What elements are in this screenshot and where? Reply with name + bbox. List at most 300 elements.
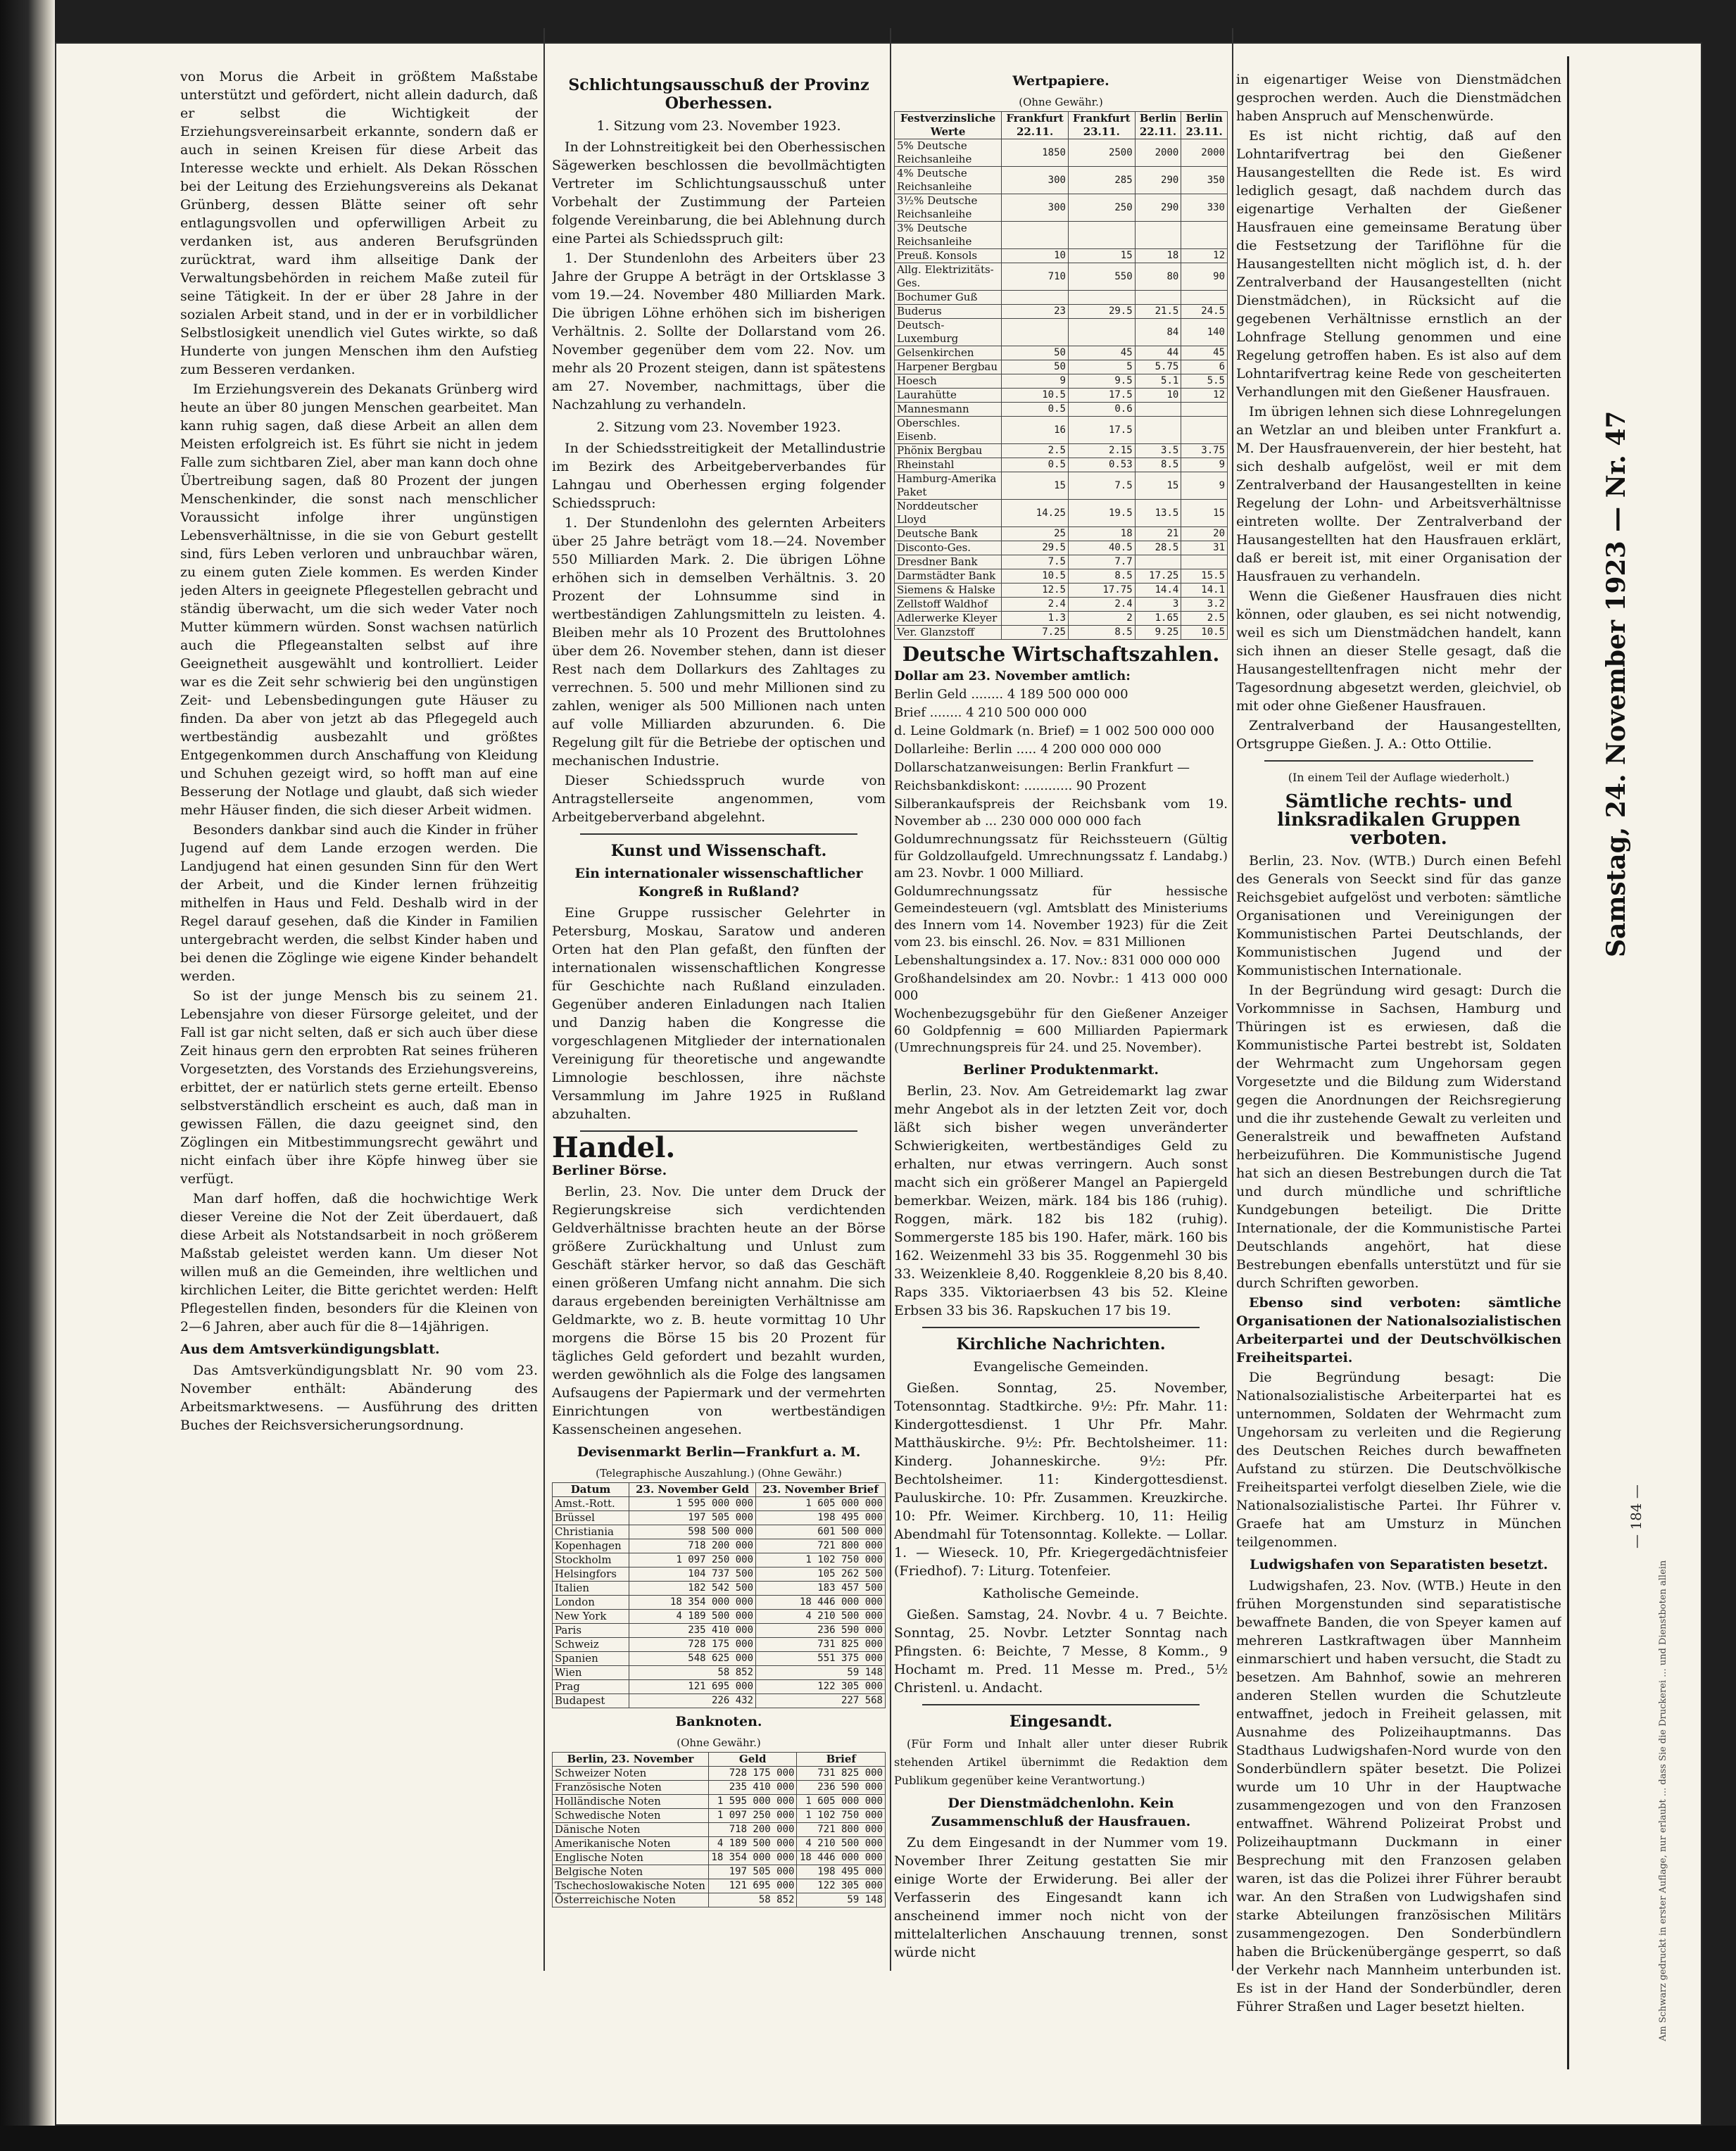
devisen-cell: 598 500 000 <box>629 1525 756 1539</box>
wertpapiere-cell <box>1002 291 1069 305</box>
wertpapiere-cell: 1850 <box>1002 139 1069 167</box>
devisen-cell: Stockholm <box>553 1553 629 1567</box>
devisen-cell: Prag <box>553 1680 629 1694</box>
wertpapiere-cell: 300 <box>1002 194 1069 222</box>
wertpapiere-cell: 710 <box>1002 263 1069 291</box>
data-line: Goldumrechnungssatz für Reichssteuern (Gültig für Goldzollaufgeld. Umrechnungssatz f. Landabg.) am 23. Novbr. 1 000 Milliard. <box>894 832 1228 881</box>
wertpapiere-cell: 9 <box>1181 472 1228 500</box>
devisen-row <box>553 1638 886 1652</box>
paragraph: Die Begründung besagt: Die Nationalsozialistische Arbeiterpartei hat es unternommen, Soldaten der Wehrmacht zum Ungehorsam zu verleiten und die Regierung des Deutschen Reiches durch bewaffneten Aufstand zu stürzen. Die Deutschvölkische Freiheitspartei verfolgt dieselben Ziele, wie die Nationalsozialistische Partei. Ihr Führer v. Graefe hat am Umsturz in München teilgenommen. <box>1236 1370 1561 1550</box>
devisen-cell: 58 852 <box>629 1666 756 1680</box>
wertpapiere-cell: 2000 <box>1135 139 1181 167</box>
devisen-row <box>553 1582 886 1596</box>
paragraph: Dieser Schiedsspruch wurde von Antragstellerseite angenommen, vom Arbeitgeberverband abgelehnt. <box>552 773 886 825</box>
devisen-cell: 227 568 <box>756 1694 886 1708</box>
wertpapiere-cell: 12 <box>1181 389 1228 403</box>
wertpapiere-cell: Deutsch-Luxemburg <box>895 319 1002 346</box>
wertpapiere-header-cell: Berlin 22.11. <box>1135 112 1181 139</box>
imprint-text: Am Schwarz gedruckt in erster Auflage, nur erlaubt ... dass Sie die Druckerei ... und Dienstboten allein <box>1658 1560 1668 2041</box>
wertpapiere-header-cell: Frankfurt 22.11. <box>1002 112 1069 139</box>
wertpapiere-cell: 2.5 <box>1181 612 1228 626</box>
wertpapiere-cell <box>1181 222 1228 249</box>
wertpapiere-cell: 5% Deutsche Reichsanleihe <box>895 139 1002 167</box>
devisen-cell: 183 457 500 <box>756 1582 886 1596</box>
imprint-vertical <box>1658 1560 1736 2052</box>
devisen-cell: Spanien <box>553 1652 629 1666</box>
banknoten-cell: 59 148 <box>797 1893 886 1907</box>
paragraph: 1. Der Stundenlohn des Arbeiters über 23 Jahre der Gruppe A beträgt in der Ortsklasse 3 vom 19.—24. November 480 Milliarden Mark. Die übrigen Löhne erhöhen sich im bisherigen Verhältnis. 2. Sollte der Dollarstand vom 26. November gegenüber dem vom 22. Nov. um mehr als 20 Prozent steigen, dann ist spätestens am 27. November, nachmittags, über die Nachzahlung zu verhandeln. <box>552 251 886 412</box>
paragraph: Gießen. Sonntag, 25. November, Totensonntag. Stadtkirche. 9½: Pfr. Mahr. 11: Kindergottesdienst. 1 Uhr Pfr. Mahr. Matthäuskirche. 9½: Pfr. Bechtolsheimer. 11: Kinderg. Johanneskirche. 9½: Pfr. Bechtolsheimer. 11: Kindergottesdienst. Pauluskirche. 10: Pfr. Zusammen. Kreuzkirche. 10: Pfr. Weimer. Kirchberg. 10, 11: Heilig Abendmahl für Totensonntag. Kollekte. — Lollar. 1. — Wieseck. 10, Pfr. Kriegergedächtnisfeier (Friedhof). 7: Liturg. Totenfeier. <box>894 1380 1228 1579</box>
devisen-cell: Amst.-Rott. <box>553 1497 629 1511</box>
devisen-row <box>553 1652 886 1666</box>
wertpapiere-cell: Hoesch <box>895 374 1002 389</box>
banknoten-row <box>553 1823 886 1837</box>
wertpapiere-row <box>895 612 1228 626</box>
banknoten-cell: 198 495 000 <box>797 1865 886 1879</box>
wertpapiere-row <box>895 598 1228 612</box>
wertpapiere-cell: Norddeutscher Lloyd <box>895 500 1002 527</box>
wertpapiere-cell: 50 <box>1002 360 1069 374</box>
heading-amtsblatt: Aus dem Amtsverkündigungsblatt. <box>180 1342 440 1357</box>
wertpapiere-cell <box>1068 319 1135 346</box>
wertpapiere-cell: 9 <box>1002 374 1069 389</box>
wertpapiere-cell: 13.5 <box>1135 500 1181 527</box>
column-rule <box>890 28 891 1971</box>
subheading-produkten: Berliner Produktenmarkt. <box>962 1062 1159 1078</box>
heading-handel: Handel. <box>552 1131 676 1164</box>
wertpapiere-cell: 21 <box>1135 527 1181 541</box>
wertpapiere-cell: 290 <box>1135 167 1181 194</box>
wertpapiere-cell: 20 <box>1181 527 1228 541</box>
wertpapiere-cell: Oberschles. Eisenb. <box>895 417 1002 444</box>
paragraph: von Morus die Arbeit in größtem Maßstabe unterstützt und gefördert, nicht allein dadurch, daß er selbst die Wichtigkeit der Erziehungsvereinsarbeit erkannte, sondern daß er auch in seinen Kreisen für diese Arbeit das Interesse weckte und erhielt. Als Dekan Rösschen bei der Leitung des Erziehungsvereins als Dekanat Grünberg, dessen Blätte seiner oft sehr entlagungsvollen und opferwilligen Arbeit zu verdanken ist, aus anderen Berufsgründen zurücktrat, ward ihm allseitige Dank der Verwaltungsbehörden in reichem Maße zuteil für seine Tätigkeit. In der er über 28 Jahre in der sozialen Arbeit stand, und in der er in vorbildlicher Selbstlosigkeit unendlich viel Gutes wirkte, so daß Hunderte von jungen Menschen ihm den Aufstieg zum Besseren verdanken. <box>180 69 538 377</box>
wertpapiere-row <box>895 291 1228 305</box>
wertpapiere-cell: 23 <box>1002 305 1069 319</box>
banknoten-cell: Dänische Noten <box>553 1823 709 1837</box>
wertpapiere-cell: Rheinstahl <box>895 458 1002 472</box>
wertpapiere-cell: 8.5 <box>1135 458 1181 472</box>
banknoten-cell: Belgische Noten <box>553 1865 709 1879</box>
wertpapiere-cell: 140 <box>1181 319 1228 346</box>
wertpapiere-cell: 4% Deutsche Reichsanleihe <box>895 167 1002 194</box>
banknoten-row <box>553 1879 886 1893</box>
devisen-row <box>553 1553 886 1567</box>
devisen-cell: Christiania <box>553 1525 629 1539</box>
wertpapiere-cell: 25 <box>1002 527 1069 541</box>
banknoten-header-cell: Brief <box>797 1753 886 1767</box>
subheading: 1. Sitzung vom 23. November 1923. <box>596 118 841 134</box>
devisen-cell: 4 189 500 000 <box>629 1610 756 1624</box>
devisen-row <box>553 1680 886 1694</box>
paragraph: Eine Gruppe russischer Gelehrter in Petersburg, Moskau, Saratow und anderen Orten hat den Plan gefaßt, den fünften der internationalen wissenschaftlichen Kongresse für Geschichte nach Rußland einzuladen. Gegenüber anderen Einladungen nach Italien und Danzig haben die Kongresse die vorgeschlagenen Mitglieder der internationalen Vereinigung für theoretische und angewandte Limnologie beschlossen, ihre nächste Versammlung im Jahre 1925 in Rußland abzuhalten. <box>552 905 886 1122</box>
heading-schlichtung: Schlichtungsausschuß der Provinz Oberhessen. <box>568 76 869 113</box>
banknoten-cell: 235 410 000 <box>708 1781 797 1795</box>
wertpapiere-cell: 0.53 <box>1068 458 1135 472</box>
wertpapiere-cell: 50 <box>1002 346 1069 360</box>
banknoten-cell: 1 102 750 000 <box>797 1809 886 1823</box>
heading-wirtschaftszahlen: Deutsche Wirtschaftszahlen. <box>902 643 1220 666</box>
banknoten-cell: 721 800 000 <box>797 1823 886 1837</box>
wertpapiere-row <box>895 263 1228 291</box>
paragraph: Im Erziehungsverein des Dekanats Grünberg wird heute an über 80 jungen Menschen gearbeitet. Man kann ruhig sagen, daß diese Arbeit an allen dem Meisten erfolgreich ist. Es führt sie nicht in jedem Falle zum sichtbaren Ziel, aber man kann doch ohne Übertreibung sagen, daß 80 Prozent der jungen Menschenkinder, die sonst nach menschlicher Voraussicht infolge ihrer ungünstigen Lebensverhältnisse, in die sie von Geburt gestellt sind, fürs Leben verloren und unbrauchbar wären, zu einem guten Ziele kommen. Es werden Kinder jeden Alters in geeignete Pflegestellen gebracht und ständig überwacht, um die sich weder Vater noch Mutter kümmern würden. Sonst wachsen natürlich auch die Pflegeanstalten selbst auf ihre Geeignetheit ausgewählt und kontrolliert. Leider war es die Zeit sehr schwierig bei den ungünstigen Zeit- und Lebensbedingungen gute Häuser zu finden. Da aber von jetzt ab das Pflegegeld auch wertbeständig ausbezahlt und größtes Entgegenkommen durch Anschaffung von Kleidung und Schuhen gezeigt wird, so hofft man auf eine Besserung der Notlage und glaubt, daß sich wieder mehr Häuser finden, die sich dieser Arbeit widmen. <box>180 381 538 818</box>
wertpapiere-cell <box>1181 417 1228 444</box>
devisen-cell: Paris <box>553 1624 629 1638</box>
devisen-cell: 226 432 <box>629 1694 756 1708</box>
wertpapiere-cell: 29.5 <box>1068 305 1135 319</box>
wertpapiere-cell <box>1181 555 1228 569</box>
column-1 <box>180 68 538 2081</box>
wertpapiere-cell: Bochumer Guß <box>895 291 1002 305</box>
devisen-cell: 18 446 000 000 <box>756 1596 886 1610</box>
devisen-cell: Helsingfors <box>553 1567 629 1582</box>
wertpapiere-cell: 2500 <box>1068 139 1135 167</box>
wertpapiere-cell <box>1135 291 1181 305</box>
banknoten-cell: 1 097 250 000 <box>708 1809 797 1823</box>
devisen-cell: Kopenhagen <box>553 1539 629 1553</box>
wertpapiere-cell: 10.5 <box>1181 626 1228 640</box>
devisen-cell: Brüssel <box>553 1511 629 1525</box>
wertpapiere-cell: 2 <box>1068 612 1135 626</box>
banknoten-subtitle: (Ohne Gewähr.) <box>677 1736 761 1749</box>
paragraph: So ist der junge Mensch bis zu seinem 21. Lebensjahre von dieser Fürsorge geleitet, und der Fall ist gar nicht selten, daß er sich auch über diese Zeit hinaus gern den erprobten Rat seines früheren Vorgesetzten, des Vorstands des Erziehungsvereins, erbittet, der er natürlich stets gerne erteilt. Ebenso selbstverständlich erscheint es auch, daß man in gewissen Fällen, die dazu geeignet sind, den Zöglingen ein Mitbestimmungsrecht gewährt und nicht einfach über ihre Köpfe hinweg über sie verfügt. <box>180 988 538 1187</box>
wertpapiere-cell: 15 <box>1181 500 1228 527</box>
banknoten-cell: 58 852 <box>708 1893 797 1907</box>
wertpapiere-cell: Darmstädter Bank <box>895 569 1002 584</box>
wertpapiere-row <box>895 555 1228 569</box>
paragraph: Zu dem Eingesandt in der Nummer vom 19. November Ihrer Zeitung gestatten Sie mir einige Worte der Erwiderung. Bei aller der Verfasserin des Eingesandt kann ich anscheinend immer noch nicht von der mittelalterlichen Anschauung trennen, sonst würde nicht <box>894 1835 1228 1960</box>
wertpapiere-cell <box>1068 291 1135 305</box>
data-line: Großhandelsindex am 20. Novbr.: 1 413 000 000 000 <box>894 971 1228 1003</box>
banknoten-cell: 122 305 000 <box>797 1879 886 1893</box>
wertpapiere-cell <box>1181 291 1228 305</box>
devisen-cell: 728 175 000 <box>629 1638 756 1652</box>
devisen-row <box>553 1624 886 1638</box>
divider <box>922 1704 1200 1705</box>
wertpapiere-cell: 9 <box>1181 458 1228 472</box>
devisen-row <box>553 1610 886 1624</box>
devisen-cell: 235 410 000 <box>629 1624 756 1638</box>
wertpapiere-cell: 90 <box>1181 263 1228 291</box>
wertpapiere-cell: Harpener Bergbau <box>895 360 1002 374</box>
subheading: Ein internationaler wissenschaftlicher Kongreß in Rußland? <box>574 866 863 900</box>
banknoten-cell: 4 210 500 000 <box>797 1837 886 1851</box>
column-rule <box>543 28 545 1971</box>
banknoten-cell: 728 175 000 <box>708 1767 797 1781</box>
subheading-devisen: Devisenmarkt Berlin—Frankfurt a. M. <box>577 1444 861 1460</box>
wertpapiere-cell: 9.5 <box>1068 374 1135 389</box>
wertpapiere-row <box>895 360 1228 374</box>
banknoten-cell: Schwedische Noten <box>553 1809 709 1823</box>
devisen-cell: 1 097 250 000 <box>629 1553 756 1567</box>
wertpapiere-row <box>895 167 1228 194</box>
wertpapiere-row <box>895 194 1228 222</box>
data-line: Dollarschatzanweisungen: Berlin Frankfurt — <box>894 760 1190 775</box>
wertpapiere-row <box>895 626 1228 640</box>
devisen-cell: Schweiz <box>553 1638 629 1652</box>
banknoten-cell: 731 825 000 <box>797 1767 886 1781</box>
wertpapiere-row <box>895 389 1228 403</box>
wertpapiere-cell: Adlerwerke Kleyer <box>895 612 1002 626</box>
banknoten-cell: 121 695 000 <box>708 1879 797 1893</box>
wertpapiere-cell <box>1181 403 1228 417</box>
wertpapiere-row <box>895 444 1228 458</box>
wertpapiere-cell: 17.25 <box>1135 569 1181 584</box>
banknoten-row <box>553 1893 886 1907</box>
wertpapiere-cell: 19.5 <box>1068 500 1135 527</box>
devisen-cell: 121 695 000 <box>629 1680 756 1694</box>
wertpapiere-cell: 2.4 <box>1002 598 1069 612</box>
devisen-table <box>552 1482 886 1708</box>
paragraph: in eigenartiger Weise von Dienstmädchen gesprochen werden. Auch die Dienstmädchen haben Anspruch auf Menschenwürde. <box>1236 72 1561 124</box>
paragraph: Im übrigen lehnen sich diese Lohnregelungen an Wetzlar an und bleiben unter Frankfurt a. M. Der Hausfrauenverein, der hier besteht, hat sich deshalb aufgelöst, weil er mit dem Zentralverband der Hausangestellten in keine Regelung der Lohn- und Arbeitsverhältnisse eintreten wollte. Der Zentralverband der Hausangestellten hat den Hausfrauen erklärt, daß er bereit ist, mit einer Organisation der Hausfrauen zu verhandeln. <box>1236 404 1561 584</box>
paragraph: Wenn die Gießener Hausfrauen dies nicht können, oder glauben, es sei nicht notwendig, weil es sich um Dienstmädchen handelt, kann sich ihnen an dieser Stelle gesagt, daß die Hausangestelltenfragen nicht mehr der Tagesordnung abgesetzt werden, gleichviel, ob mit oder ohne Gießener Hausfrauen. <box>1236 588 1561 714</box>
wertpapiere-cell: 3.2 <box>1181 598 1228 612</box>
wertpapiere-cell: 24.5 <box>1181 305 1228 319</box>
wertpapiere-cell: 10 <box>1002 249 1069 263</box>
wertpapiere-header-cell: Festverzinsliche Werte <box>895 112 1002 139</box>
wertpapiere-cell <box>1068 222 1135 249</box>
wertpapiere-cell: 16 <box>1002 417 1069 444</box>
wertpapiere-cell <box>1002 222 1069 249</box>
wertpapiere-cell: 10.5 <box>1002 389 1069 403</box>
data-line: Lebenshaltungsindex a. 17. Nov.: 831 000 000 000 <box>894 953 1221 968</box>
paragraph: In der Lohnstreitigkeit bei den Oberhessischen Sägewerken beschlossen die bevollmächtigten Vertreter im Schlichtungsausschuß unter Vorbehalt der Zustimmung der Parteien folgende Vereinbarung, die bei Ablehnung durch eine Partei als Schiedsspruch gilt: <box>552 139 886 246</box>
devisen-cell: 1 102 750 000 <box>756 1553 886 1567</box>
paragraph: Das Amtsverkündigungsblatt Nr. 90 vom 23. November enthält: Abänderung des Arbeitsmarktwesens. — Ausführung des dritten Buches der Reichsversicherungsordnung. <box>180 1363 538 1433</box>
wertpapiere-row <box>895 584 1228 598</box>
devisen-subtitle: (Telegraphische Auszahlung.) (Ohne Gewähr.) <box>596 1467 842 1480</box>
devisen-cell: 731 825 000 <box>756 1638 886 1652</box>
wertpapiere-cell: 8.5 <box>1068 626 1135 640</box>
column-3 <box>894 68 1228 2081</box>
wertpapiere-cell: 3 <box>1135 598 1181 612</box>
devisen-cell: New York <box>553 1610 629 1624</box>
masthead-date-vertical <box>1587 84 1630 1774</box>
heading-ludwigshafen: Ludwigshafen von Separatisten besetzt. <box>1250 1557 1548 1572</box>
wertpapiere-cell: 1.3 <box>1002 612 1069 626</box>
paragraph: Es ist nicht richtig, daß auf den Lohntarifvertrag bei den Gießener Hausangestellten die Rede ist. Es wird lediglich gesagt, daß nachdem durch das eigenartige Verhalten der Gießener Hausfrauen eine gemeinsame Beratung über die Festsetzung der Tariflöhne für die Hausangestellten nicht möglich ist, d. h. der Zentralverband der Hausangestellten (nicht Dienstmädchen), in Rücksicht auf die gegebenen Verhältnisse ernstlich an der Lohnfrage Stellung genommen und eine Regelung getroffen haben. Es ist also auf dem Lohntarifvertrag keine Rede von gescheiterten Verhandlungen mit den Gießener Hausfrauen. <box>1236 128 1561 400</box>
banknoten-row <box>553 1865 886 1879</box>
wertpapiere-cell: 8.5 <box>1068 569 1135 584</box>
banknoten-header-cell: Berlin, 23. November <box>553 1753 709 1767</box>
wertpapiere-cell: 3% Deutsche Reichsanleihe <box>895 222 1002 249</box>
wertpapiere-row <box>895 403 1228 417</box>
devisen-cell: 1 595 000 000 <box>629 1497 756 1511</box>
wertpapiere-cell: 6 <box>1181 360 1228 374</box>
banknoten-cell: 4 189 500 000 <box>708 1837 797 1851</box>
wertpapiere-cell: 15 <box>1002 472 1069 500</box>
wertpapiere-cell: 7.7 <box>1068 555 1135 569</box>
devisen-cell: London <box>553 1596 629 1610</box>
devisen-row <box>553 1539 886 1553</box>
column-rule <box>1232 28 1233 1971</box>
wertpapiere-cell: 44 <box>1135 346 1181 360</box>
heading-wertpapiere: Wertpapiere. <box>1012 73 1109 89</box>
banknoten-cell: 1 595 000 000 <box>708 1795 797 1809</box>
wertpapiere-cell: 2000 <box>1181 139 1228 167</box>
devisen-cell: 59 148 <box>756 1666 886 1680</box>
wertpapiere-cell: Zellstoff Waldhof <box>895 598 1002 612</box>
wertpapiere-cell: Mannesmann <box>895 403 1002 417</box>
devisen-cell: Budapest <box>553 1694 629 1708</box>
devisen-cell: Wien <box>553 1666 629 1680</box>
wertpapiere-cell: 17.5 <box>1068 417 1135 444</box>
binding-edge <box>0 0 55 2151</box>
devisen-cell: Italien <box>553 1582 629 1596</box>
wertpapiere-cell: Siemens & Halske <box>895 584 1002 598</box>
wertpapiere-cell <box>1135 222 1181 249</box>
banknoten-cell: 18 354 000 000 <box>708 1851 797 1865</box>
wirtschaftszahlen-block <box>894 668 1228 1056</box>
divider <box>1264 760 1533 762</box>
data-line: Wochenbezugsgebühr für den Gießener Anzeiger 60 Goldpfennig = 600 Milliarden Papiermark (Umrechnungspreis für 24. und 25. November). <box>894 1007 1228 1055</box>
bottom-edge <box>0 2126 1736 2151</box>
wertpapiere-row <box>895 458 1228 472</box>
wertpapiere-cell: 12.5 <box>1002 584 1069 598</box>
devisen-cell: 122 305 000 <box>756 1680 886 1694</box>
margin-rule <box>1567 56 1569 2069</box>
devisen-cell: 601 500 000 <box>756 1525 886 1539</box>
data-line: Goldumrechnungssatz für hessische Gemeindesteuern (vgl. Amtsblatt des Ministeriums des Innern vom 14. November 1923) für die Zeit vom 23. bis einschl. 26. Nov. = 831 Millionen <box>894 884 1228 950</box>
wertpapiere-row <box>895 346 1228 360</box>
wertpapiere-cell: 10.5 <box>1002 569 1069 584</box>
paragraph: In der Begründung wird gesagt: Durch die Vorkommnisse in Sachsen, Hamburg und Thüringen ist es erwiesen, daß die Kommunistische Partei bestrebt ist, Soldaten der Wehrmacht zum Ungehorsam gegen Vorgesetzte und die Bildung zum Widerstand gegen die Anordnungen der Reichsregierung und die ihr zustehende Gewalt zu verleiten und Generalstreik und bewaffneten Aufstand herbeizuführen. Die Kommunistische Jugend hat sich an diesen Bestrebungen durch die Tat und durch mündliche und schriftliche Kundgebungen beteiligt. Die Dritte Internationale, der die Kommunistische Partei Deutschlands angehört, hat diese Bestrebungen ebenfalls unterstützt und für sie durch Schriften geworben. <box>1236 983 1561 1291</box>
banknoten-cell: 1 605 000 000 <box>797 1795 886 1809</box>
wertpapiere-cell: 285 <box>1068 167 1135 194</box>
devisen-cell: 18 354 000 000 <box>629 1596 756 1610</box>
wertpapiere-cell: 3.5 <box>1135 444 1181 458</box>
heading-verboten: Sämtliche rechts- und linksradikalen Gruppen verboten. <box>1277 791 1521 849</box>
banknoten-cell: Tschechoslowakische Noten <box>553 1879 709 1893</box>
wertpapiere-cell <box>1002 319 1069 346</box>
wertpapiere-cell <box>1135 555 1181 569</box>
wertpapiere-cell: 0.5 <box>1002 458 1069 472</box>
wertpapiere-row <box>895 500 1228 527</box>
wertpapiere-table <box>894 111 1228 640</box>
wertpapiere-row <box>895 319 1228 346</box>
wertpapiere-cell: Hamburg-Amerika Paket <box>895 472 1002 500</box>
devisen-row <box>553 1497 886 1511</box>
wertpapiere-cell: 14.1 <box>1181 584 1228 598</box>
wertpapiere-cell: 3½% Deutsche Reichsanleihe <box>895 194 1002 222</box>
wertpapiere-subtitle: (Ohne Gewähr.) <box>1019 96 1103 108</box>
wertpapiere-cell: 14.25 <box>1002 500 1069 527</box>
paragraph: Man darf hoffen, daß die hochwichtige Werk dieser Vereine die Not der Zeit überdauert, daß diese Arbeit als Notstandsarbeit in noch größerem Maßstab geleistet werden kann. Um dieser Not willen muß an die Gemeinden, ihre weltlichen und kirchlichen Leiter, die Bitte gerichtet werden: Helft Pflegestellen finden, besonders für die Kleinen von 2—6 Jahren, aber auch für die 8—14jährigen. <box>180 1191 538 1335</box>
wertpapiere-cell: 7.25 <box>1002 626 1069 640</box>
devisen-row <box>553 1666 886 1680</box>
banknoten-row <box>553 1851 886 1865</box>
wertpapiere-cell: Deutsche Bank <box>895 527 1002 541</box>
devisen-header-cell: 23. November Geld <box>629 1483 756 1497</box>
wertpapiere-cell: 40.5 <box>1068 541 1135 555</box>
wertpapiere-cell: 17.5 <box>1068 389 1135 403</box>
devisen-cell: 197 505 000 <box>629 1511 756 1525</box>
devisen-cell: 718 200 000 <box>629 1539 756 1553</box>
wertpapiere-cell: 28.5 <box>1135 541 1181 555</box>
banknoten-cell: Französische Noten <box>553 1781 709 1795</box>
wertpapiere-cell: Buderus <box>895 305 1002 319</box>
banknoten-row <box>553 1795 886 1809</box>
wertpapiere-cell: 21.5 <box>1135 305 1181 319</box>
wertpapiere-cell: 12 <box>1181 249 1228 263</box>
wertpapiere-cell: Disconto-Ges. <box>895 541 1002 555</box>
divider <box>580 833 857 835</box>
banknoten-cell: 718 200 000 <box>708 1823 797 1837</box>
devisen-cell: 1 605 000 000 <box>756 1497 886 1511</box>
subheading-banknoten: Banknoten. <box>675 1714 762 1729</box>
wertpapiere-cell: 0.5 <box>1002 403 1069 417</box>
paragraph: Gießen. Samstag, 24. Novbr. 4 u. 7 Beichte. Sonntag, 25. Novbr. Letzter Sonntag nach Pfingsten. 6: Beichte, 7 Messe, 8 Komm., 9 Hochamt m. Pred. 11 Messe m. Pred., 5½ Christenl. u. Andacht. <box>894 1607 1228 1696</box>
devisen-header-cell: Datum <box>553 1483 629 1497</box>
wertpapiere-cell: 45 <box>1068 346 1135 360</box>
heading-kirchlich: Kirchliche Nachrichten. <box>956 1335 1166 1354</box>
wertpapiere-cell: 15.5 <box>1181 569 1228 584</box>
wertpapiere-cell: 17.75 <box>1068 584 1135 598</box>
paragraph: Ludwigshafen, 23. Nov. (WTB.) Heute in den frühen Morgenstunden sind separatistische bewaffnete Banden, die von Speyer kamen auf mehreren Lastkraftwagen über Mannheim einmarschiert und haben versucht, die Stadt zu besetzen. Am Bahnhof, sowie an mehreren anderen Stellen wurden die Schutzleute entwaffnet, jedoch in Freiheit gelassen, mit Ausnahme des Polizeihauptmanns. Das Stadthaus Ludwigshafen-Nord wurde von den Sonderbündlern später besetzt. Die Polizei wurde um 10 Uhr in der Hauptwache zusammengezogen und von den Franzosen entwaffnet. Während Polizeirat Probst und Polizeihauptmann Duckmann in einer Besprechung mit den Franzosen gelaben waren, ist das die Polizei ihrer Führer beraubt war. An den Straßen von Ludwigshafen sind starke Abteilungen französischen Militärs zusammengezogen. Den Sonderbündlern haben die Brückenübergänge gesperrt, so daß der Verkehr nach Mannheim unterbunden ist. Es ist in der Hand der Sonderbündler, deren Führer Straßen und Lager besetzt hielten. <box>1236 1578 1561 2014</box>
devisen-row <box>553 1694 886 1708</box>
wertpapiere-header-cell: Frankfurt 23.11. <box>1068 112 1135 139</box>
wertpapiere-cell: 300 <box>1002 167 1069 194</box>
wertpapiere-cell: 31 <box>1181 541 1228 555</box>
paragraph: In der Schiedsstreitigkeit der Metallindustrie im Bezirk des Arbeitgeberverbandes für Lahngau und Oberhessen erging folgender Schiedsspruch: <box>552 441 886 511</box>
subheading: 2. Sitzung vom 23. November 1923. <box>596 420 841 435</box>
devisen-row <box>553 1596 886 1610</box>
wertpapiere-header-cell: Berlin 23.11. <box>1181 112 1228 139</box>
wertpapiere-cell: Preuß. Konsols <box>895 249 1002 263</box>
column-2 <box>552 70 886 2083</box>
wertpapiere-row <box>895 139 1228 167</box>
page-number-text: — 184 — <box>1628 1484 1644 1548</box>
devisen-header-cell: 23. November Brief <box>756 1483 886 1497</box>
data-line: Dollarleihe: Berlin ..... 4 200 000 000 000 <box>894 742 1162 757</box>
wertpapiere-cell <box>1135 403 1181 417</box>
paragraph: (Für Form und Inhalt aller unter dieser Rubrik stehenden Artikel übernimmt die Redaktion dem Publikum gegenüber keine Verantwortung.) <box>894 1737 1228 1787</box>
wertpapiere-cell: 330 <box>1181 194 1228 222</box>
wertpapiere-cell: 10 <box>1135 389 1181 403</box>
signature-line: Zentralverband der Hausangestellten, Ortsgruppe Gießen. J. A.: Otto Ottilie. <box>1236 718 1561 752</box>
wertpapiere-cell: Gelsenkirchen <box>895 346 1002 360</box>
wertpapiere-row <box>895 472 1228 500</box>
banknoten-header-cell: Geld <box>708 1753 797 1767</box>
wertpapiere-cell: 5.5 <box>1181 374 1228 389</box>
devisen-row <box>553 1567 886 1582</box>
wertpapiere-cell: 5.1 <box>1135 374 1181 389</box>
devisen-row <box>553 1511 886 1525</box>
wertpapiere-cell: 250 <box>1068 194 1135 222</box>
wertpapiere-cell: 0.6 <box>1068 403 1135 417</box>
banknoten-table <box>552 1752 886 1907</box>
data-line: d. Leine Goldmark (n. Brief) = 1 002 500 000 000 <box>894 724 1215 738</box>
banknoten-row <box>553 1781 886 1795</box>
paragraph: Berlin, 23. Nov. Am Getreidemarkt lag zwar mehr Angebot als in der letzten Zeit vor, doch läßt sich bisher wegen unveränderter Schwierigkeiten, wertbeständiges Geld zu erhalten, nur etwas verringern. Auch sonst macht sich ein größerer Mangel an Papiergeld bemerkbar. Weizen, märk. 184 bis 186 (ruhig). Roggen, märk. 182 bis 182 (ruhig). Sommergerste 185 bis 190. Hafer, märk. 160 bis 162. Weizenmehl 33 bis 35. Roggenmehl 30 bis 33. Weizenkleie 8,40. Roggenkleie 8,20 bis 8,40. Raps 335. Viktoriaerbsen 43 bis 52. Kleine Erbsen 33 bis 36. Rapskuchen 17 bis 19. <box>894 1083 1228 1318</box>
subheading: Evangelische Gemeinden. <box>973 1359 1149 1375</box>
wertpapiere-cell: 3.75 <box>1181 444 1228 458</box>
devisen-cell: 548 625 000 <box>629 1652 756 1666</box>
wertpapiere-cell: 14.4 <box>1135 584 1181 598</box>
wertpapiere-cell: 7.5 <box>1002 555 1069 569</box>
heading-kunst: Kunst und Wissenschaft. <box>610 842 827 860</box>
wertpapiere-cell: 550 <box>1068 263 1135 291</box>
devisen-cell: 198 495 000 <box>756 1511 886 1525</box>
column-4 <box>1236 70 1561 2083</box>
wertpapiere-cell: 7.5 <box>1068 472 1135 500</box>
wertpapiere-cell: Laurahütte <box>895 389 1002 403</box>
wertpapiere-cell: 45 <box>1181 346 1228 360</box>
banknoten-row <box>553 1767 886 1781</box>
wertpapiere-cell: 15 <box>1135 472 1181 500</box>
wertpapiere-cell: 2.15 <box>1068 444 1135 458</box>
wertpapiere-cell: 1.65 <box>1135 612 1181 626</box>
